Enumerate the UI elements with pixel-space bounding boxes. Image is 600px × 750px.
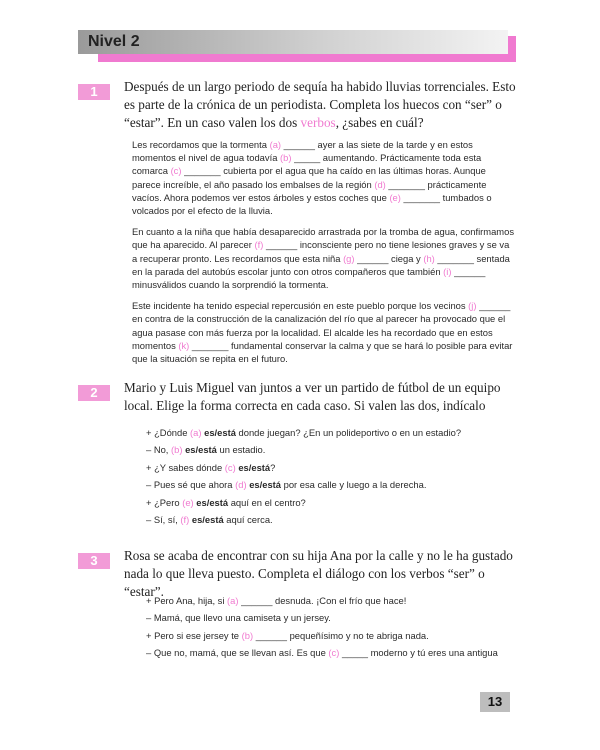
choice-option: es/está — [249, 479, 282, 491]
dialogue-line: – Que no, mamá, que se llevan así. Es que (c) _____ moderno y tú eres una antigua — [146, 647, 498, 659]
blank-label: (d) — [374, 178, 386, 190]
blank-label: (a) — [190, 427, 202, 438]
level-header-bar — [78, 30, 508, 54]
choice-option: es/está — [185, 444, 217, 456]
blank-label: (d) — [235, 479, 247, 491]
choice-option: es/está — [204, 427, 236, 438]
blank-label: (e) — [182, 496, 194, 508]
exercise-1-intro-text-a: Después de un largo periodo de sequía ha habido lluvias torrenciales. Esto es parte de la crónica de un periodista. Completa los huecos con “ser” o “estar”. En un caso valen los dos — [124, 79, 516, 130]
choice-option: es/está — [191, 513, 224, 525]
level-title: Nivel 2 — [88, 33, 140, 50]
blank-label: (j) — [468, 300, 477, 312]
blank-label: (h) — [423, 252, 435, 264]
exercise-1-number: 1 — [78, 84, 110, 100]
exercise-3-intro: Rosa se acaba de encontrar con su hija Ana por la calle y no le ha gustado nada lo que lleva puesto. Completa el diálogo con los verbos “ser” o “estar”. — [124, 548, 513, 599]
exercise-2-number: 2 — [78, 385, 110, 401]
blank-label: (a) — [227, 595, 239, 606]
dialogue-line: + ¿Pero (e) es/está aquí en el centro? — [146, 496, 306, 508]
dialogue-line: + Pero Ana, hija, si (a) ______ desnuda. ¡Con el frío que hace! — [146, 595, 407, 606]
exercise-1-intro-text-b: , ¿sabes en cuál? — [335, 115, 424, 130]
blank-label: (a) — [269, 139, 282, 150]
blank-label: (b) — [280, 152, 292, 164]
page-number: 13 — [480, 692, 510, 712]
exercise-1-intro — [124, 78, 516, 132]
blank-label: (c) — [170, 165, 182, 177]
blank-label: (b) — [171, 444, 183, 456]
choice-option: es/está — [196, 496, 229, 508]
dialogue-line: + Pero si ese jersey te (b) ______ pequeñísimo y no te abriga nada. — [146, 629, 429, 641]
blank-label: (f) — [180, 513, 190, 525]
exercise-3-dialogue — [146, 592, 526, 662]
dialogue-line: + ¿Dónde (a) es/está donde juegan? ¿En un polideportivo o en un estadio? — [146, 427, 462, 438]
dialogue-line: – Sí, sí, (f) es/está aquí cerca. — [146, 513, 273, 525]
dialogue-line: – Mamá, que llevo una camiseta y un jersey. — [146, 612, 331, 624]
blank-label: (f) — [254, 239, 264, 251]
exercise-1-intro-highlight: verbos — [300, 115, 336, 130]
blank-label: (b) — [241, 629, 254, 641]
blank-label: (g) — [343, 252, 355, 264]
dialogue-line: – No, (b) es/está un estadio. — [146, 444, 266, 456]
dialogue-line: – Pues sé que ahora (d) es/está por esa calle y luego a la derecha. — [146, 479, 427, 491]
exercise-1-paragraph-1: Les recordamos que la tormenta (a) ______ ayer a las siete de la tarde y en estos momentos el nivel de agua todavía (b) _____ aumentando. Prácticamente toda esta comarca (c) _______ cubierta por el agua que ha caído en las últimas horas. Aunque parece increíble, el año pasado los embalses de la región (d) _______ prácticamente vacíos. Ahora podemos ver estos árboles y estos coches que (e) _______ tumbados o volcados por el efecto de la lluvia. — [132, 139, 492, 217]
blank-label: (e) — [389, 191, 401, 203]
exercise-1-paragraph-2: En cuanto a la niña que había desaparecido arrastrada por la tromba de agua, confirmamos que ha aparecido. Al parecer (f) ______ inconsciente pero no tiene lesiones graves y se va a recuperar pronto. Les recordamos que esta niña (g) ______ ciega y (h) _______ sentada en la parada del autobús escolar junto con otros compañeros que también (i) ______ minusválidos cuando la sorprendió la tormenta. — [132, 226, 515, 291]
choice-option: es/está — [238, 461, 271, 473]
blank-label: (c) — [224, 461, 236, 473]
exercise-2-dialogue — [146, 424, 526, 528]
blank-label: (k) — [178, 339, 190, 351]
blank-label: (c) — [328, 647, 340, 659]
exercise-3-number: 3 — [78, 553, 110, 569]
blank-label: (i) — [443, 265, 452, 277]
exercise-1-paragraph-3: Este incidente ha tenido especial repercusión en este pueblo porque los vecinos (j) ______ en contra de la construcción de la canalización del río que al parecer ha provocado que el agua pasase con más fuerza por la localidad. El alcalde les ha recordado que en estos momentos (k) _______ fundamental conservar la calma y que se hará lo posible para evitar que la situación se repita en el futuro. — [132, 300, 513, 365]
dialogue-line: + ¿Y sabes dónde (c) es/está? — [146, 461, 276, 473]
exercise-1-text — [132, 138, 516, 373]
exercise-2-intro: Mario y Luis Miguel van juntos a ver un partido de fútbol de un equipo local. Elige la forma correcta en cada caso. Si valen las dos, indícalo — [124, 380, 501, 413]
